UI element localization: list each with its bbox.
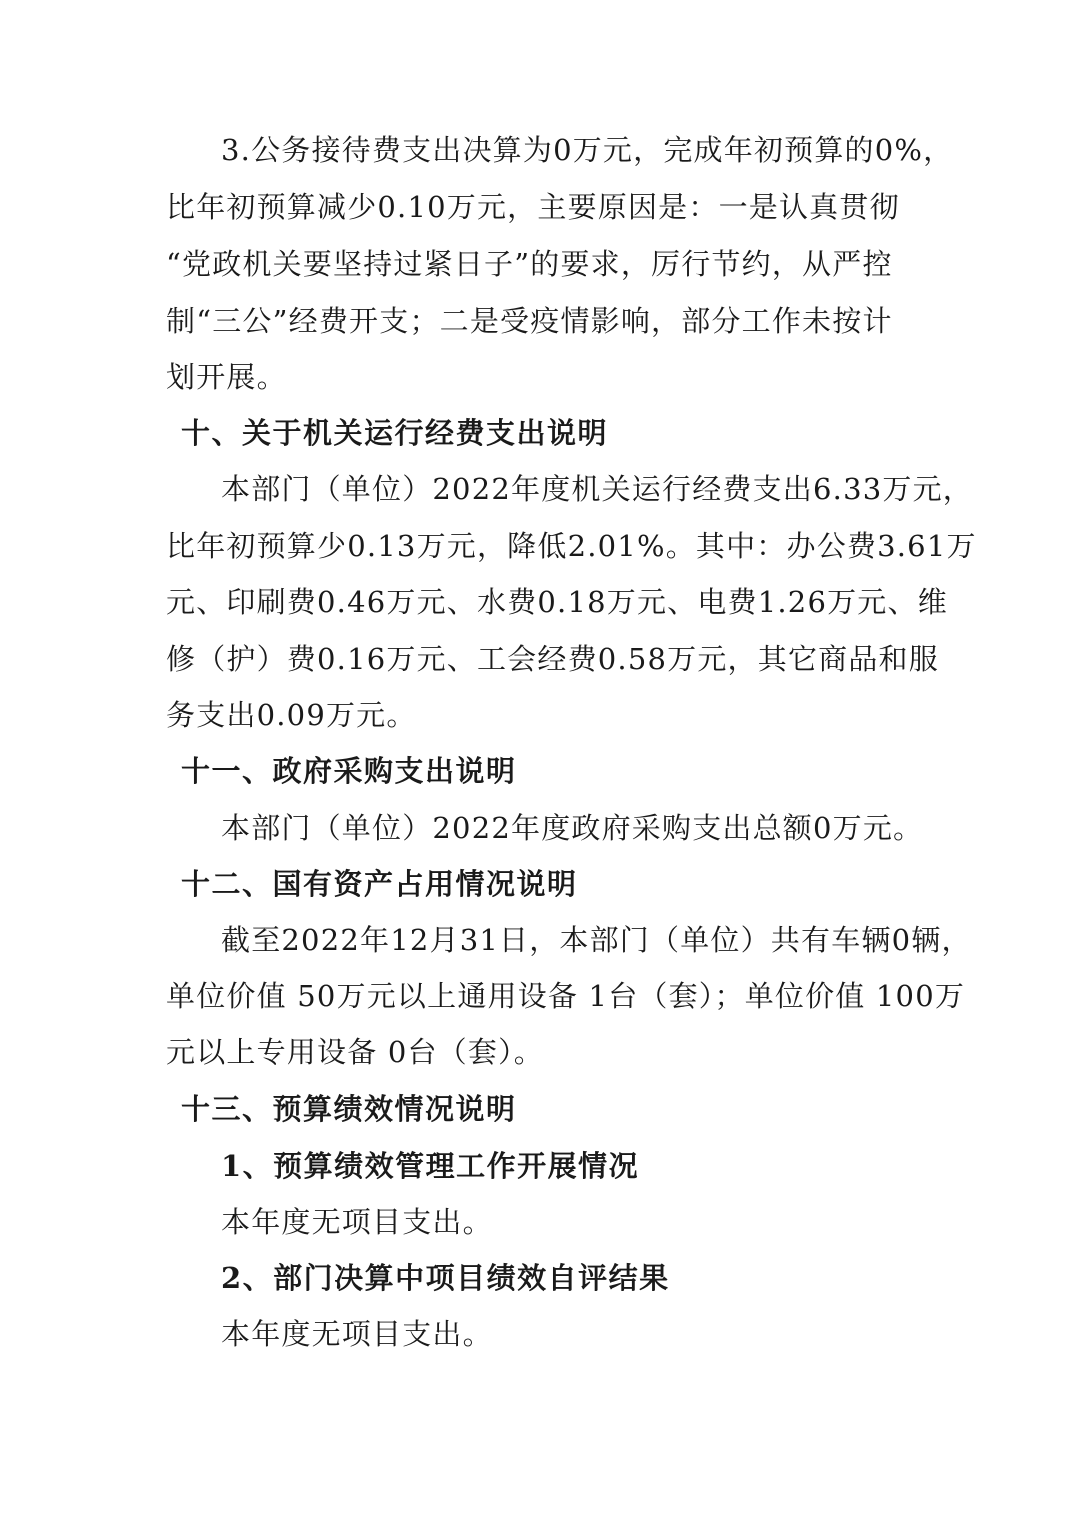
subsection-heading: 2、部门决算中项目绩效自评结果 xyxy=(221,1261,670,1295)
text-line: 比年初预算减少0.10万元，主要原因是：一是认真贯彻 xyxy=(166,190,900,224)
section-heading: 十二、国有资产占用情况说明 xyxy=(181,867,578,901)
text-line: 制“三公”经费开支；二是受疫情影响，部分工作未按计 xyxy=(166,304,893,338)
subsection-heading: 1、预算绩效管理工作开展情况 xyxy=(221,1149,640,1183)
section-heading: 十、关于机关运行经费支出说明 xyxy=(181,416,609,450)
text-line: 比年初预算少0.13万元，降低2.01%。其中：办公费3.61万 xyxy=(166,529,977,563)
section-heading: 十一、政府采购支出说明 xyxy=(181,754,517,788)
text-line: 本部门（单位）2022年度政府采购支出总额0万元。 xyxy=(221,811,924,845)
text-line: 单位价值 50万元以上通用设备 1台（套）；单位价值 100万 xyxy=(166,979,966,1013)
text-line: 元以上专用设备 0台（套）。 xyxy=(166,1035,544,1069)
section-heading: 十三、预算绩效情况说明 xyxy=(181,1092,517,1126)
text-line: 划开展。 xyxy=(166,360,287,394)
text-line: “党政机关要坚持过紧日子”的要求，厉行节约，从严控 xyxy=(166,247,893,281)
text-line: 截至2022年12月31日，本部门（单位）共有车辆0辆， xyxy=(221,923,972,957)
text-line: 修（护）费0.16万元、工会经费0.58万元，其它商品和服 xyxy=(166,642,939,676)
text-line: 3.公务接待费支出决算为0万元，完成年初预算的0%， xyxy=(221,133,954,167)
text-line: 务支出0.09万元。 xyxy=(166,698,417,732)
text-line: 本年度无项目支出。 xyxy=(221,1317,493,1351)
text-line: 本部门（单位）2022年度机关运行经费支出6.33万元， xyxy=(221,472,973,506)
text-line: 本年度无项目支出。 xyxy=(221,1205,493,1239)
text-line: 元、印刷费0.46万元、水费0.18万元、电费1.26万元、维 xyxy=(166,585,948,619)
